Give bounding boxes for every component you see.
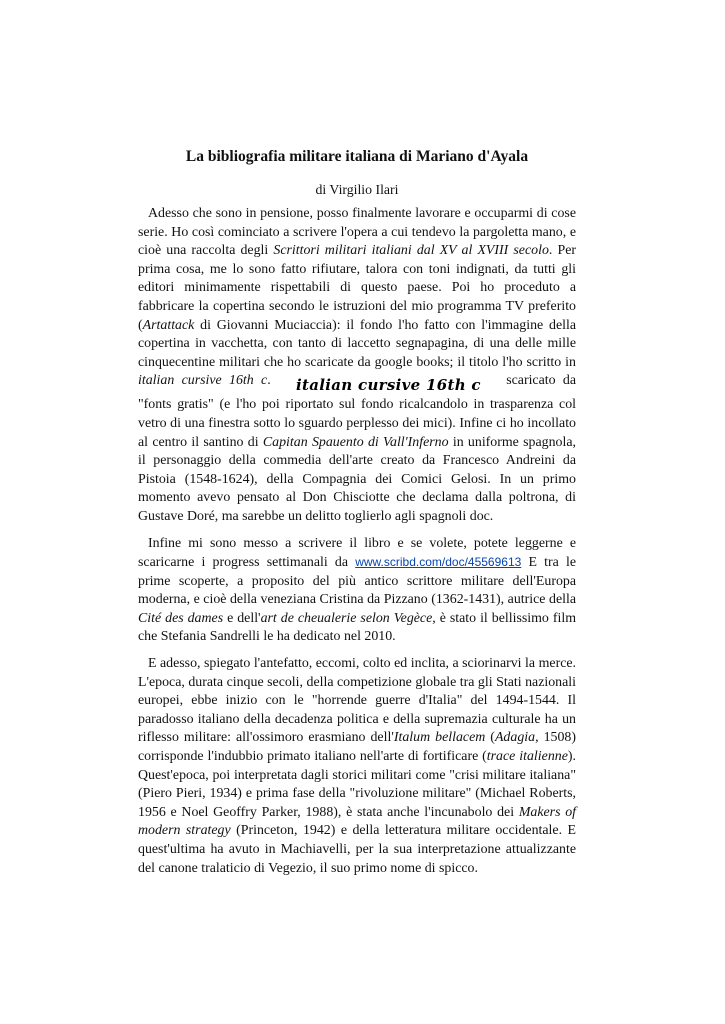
p1-italic-character: Capitan Spauento di Vall'Inferno: [262, 434, 449, 450]
p1-text-3: di Giovanni Muciaccia): il fondo l'ho fatto con l'immagine della copertina in vacchetta, con tanto di laccetto segnapagina, di una delle mille cinquecentine militari che ho scaricate da google books; il titolo l'ho scritto in: [138, 317, 576, 370]
p3-italic-trace-italienne: trace italienne: [486, 749, 568, 765]
p3-text-4: ). Quest'epoca, poi interpretata dagli storici militari come "crisi militare italiana" (Piero Pieri, 1934) e prima fase della "rivoluzione militare" (Michael Roberts, 1956 e Noel Geoffry Parker, 1988), è stata anche l'incunabolo dei: [138, 749, 576, 820]
p2-italic-cite-des-dames: Cité des dames: [138, 610, 224, 626]
p2-text-3: e dell': [223, 610, 261, 626]
p3-italic-adagia: Adagia: [494, 730, 536, 746]
p1-text-2: . Per prima cosa, me lo sono fatto rifiutare, talora con toni indignati, da tutti gli editori minimamente rispettabili di questo paese. Poi ho proceduto a fabbricare la copertina secondo le istruzioni del mio programma TV preferito (: [138, 243, 576, 333]
p2-text-1: Infine mi sono messo a scrivere il libro e se volete, potete leggerne e scaricarne i progress settimanali da: [138, 535, 576, 571]
p3-text-2: (: [485, 730, 495, 746]
scribd-link[interactable]: www.scribd.com/doc/45569613: [355, 555, 522, 570]
p3-text-5: (Princeton, 1942) e della letteratura militare occidentale. E quest'ultima ha avuto in Machiavelli, per la sua interpretazione attualizzante del canone tralaticio di Vegezio, il suo primo nome di spicco.: [138, 823, 577, 876]
cursive-font-sample: italian cursive 16th c: [296, 376, 481, 395]
p1-text-4: .: [267, 373, 279, 389]
p2-text-4: , è stato il bellissimo film che Stefania Sandrelli le ha dedicato nel 2010.: [138, 610, 576, 645]
p3-italic-makers-of-modern-strategy: Makers of modern strategy: [138, 804, 577, 839]
p2-text-2: E tra le prime scoperte, a proposito del più antico scrittore militare dell'Europa moderna, e cioè della veneziana Cristina da Pizzano (1362-1431), autrice della: [138, 555, 577, 608]
document-page: [138, 148, 576, 886]
paragraph-1: [138, 205, 576, 527]
p2-italic-art-de-cheualerie: art de cheualerie selon Vegèce: [260, 610, 433, 626]
p1-italic-book-title: Scrittori militari italiani dal XV al XVIII secolo: [273, 243, 549, 259]
p1-text-6: in uniforme spagnola, il personaggio della commedia dell'arte creato da Francesco Andreini da Pistoia (1548-1624), della Compagnia dei Comici Gelosi. In un primo momento avevo pensato al Don Chisciotte che declama dalla poltrona, di Gustave Doré, ma sarebbe un delitto toglierlo agli spagnoli doc.: [138, 434, 577, 524]
p3-italic-italum-bellacem: Italum bellacem: [393, 730, 486, 746]
paragraph-2: [138, 535, 576, 648]
paragraph-3: [138, 655, 576, 878]
p1-italic-font-name: italian cursive 16th c: [138, 373, 268, 389]
p3-text-1: E adesso, spiegato l'antefatto, eccomi, colto ed inclita, a sciorinarvi la merce. L'epoca, durata cinque secoli, della competizione globale tra gli Stati nazionali europei, ebbe inizio con le "horrende guerre d'Italia" del 1494-1544. Il paradosso italiano della decadenza politica e della supremazia culturale ha un riflesso militare: all'ossimoro erasmiano dell': [138, 656, 576, 746]
document-author: di Virgilio Ilari: [315, 182, 399, 197]
p1-text-5: scaricato da "fonts gratis" (e l'ho poi riportato sul fondo ricalcandolo in trasparenza col vetro di una finestra sotto lo sguardo perplesso dei mici). Infine ci ho incollato al centro il santino di: [138, 373, 576, 450]
p1-italic-tv-program: Artattack: [142, 317, 195, 333]
document-title: La bibliografia militare italiana di Mariano d'Ayala: [185, 148, 529, 165]
p3-text-3: , 1508) corrisponde l'indubbio primato italiano nell'arte di fortificare (: [138, 730, 576, 765]
p1-text-1: Adesso che sono in pensione, posso finalmente lavorare e occuparmi di cose serie. Ho così cominciato a scrivere l'opera a cui tendevo la pargoletta mano, e cioè una raccolta degli: [138, 206, 576, 259]
